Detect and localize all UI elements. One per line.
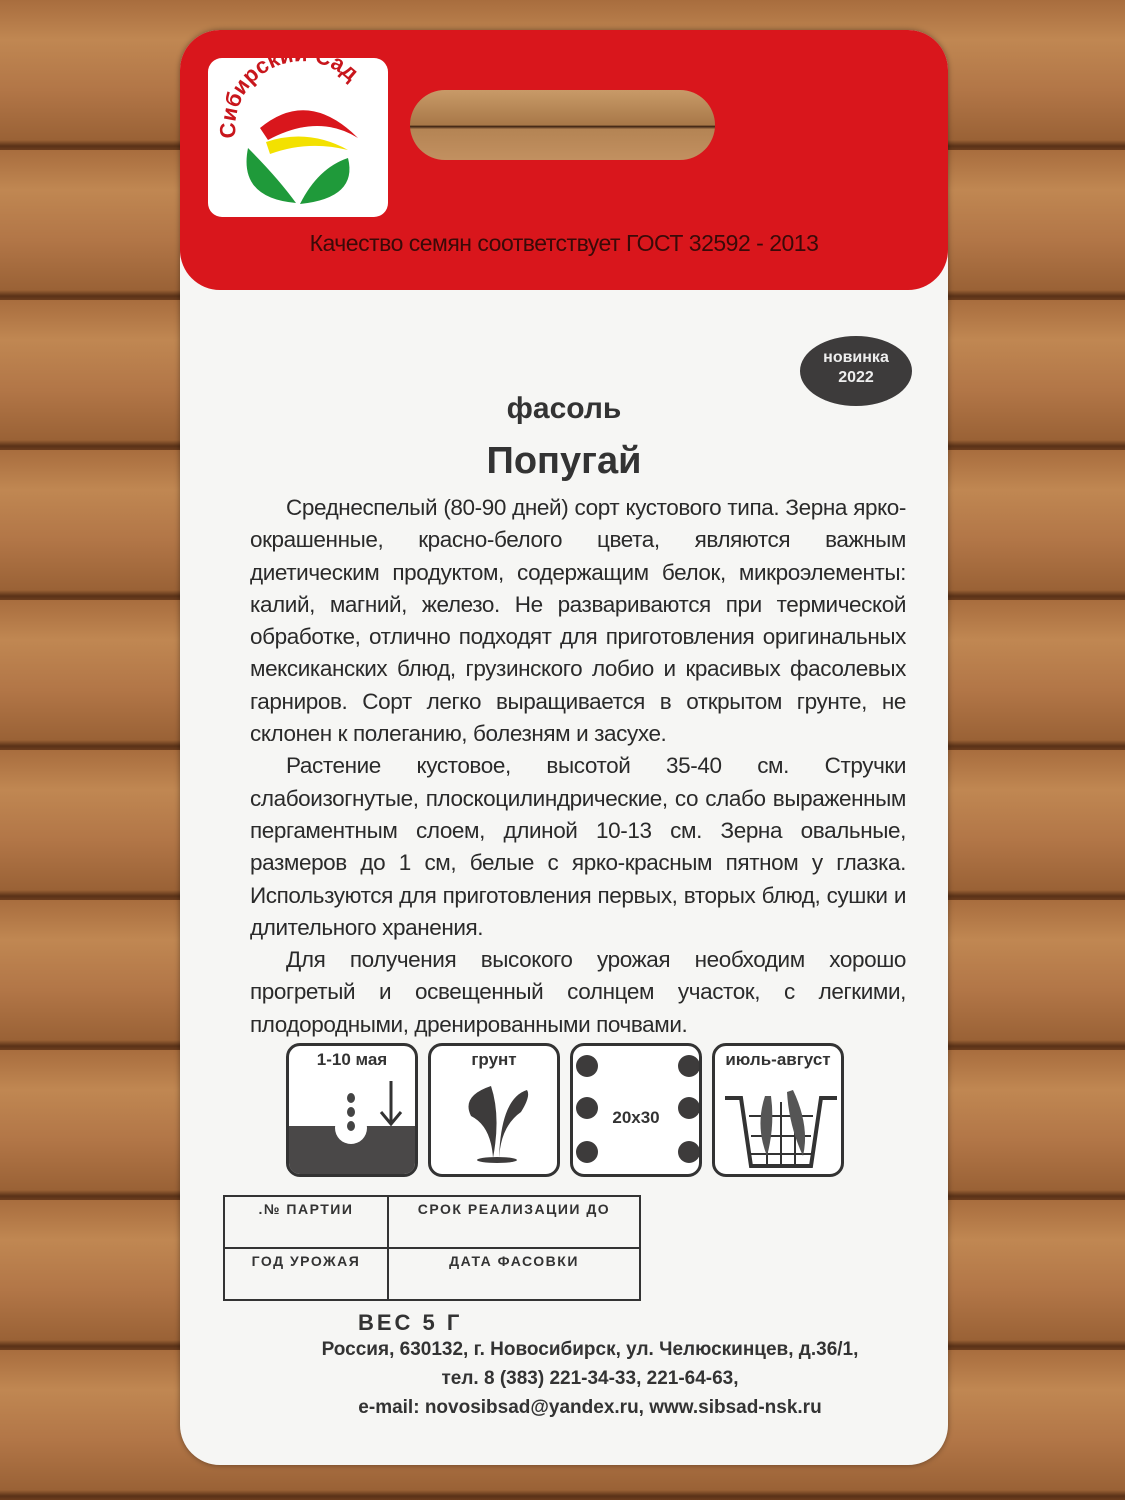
spacing-icon (570, 1043, 702, 1177)
sowing-date: 1-10 мая (316, 1050, 388, 1069)
product-type: фасоль (506, 392, 622, 425)
svg-text:Сибирский Сад: Сибирск ад (215, 58, 364, 139)
description-paragraph: Растение кустовое, высотой 35-40 см. Стручки слабоизогнутые, плоскоцилиндрические, со слабо выраженным пергаментным слоем, длиной 10-13 см. Зерна овальные, размеров до 1 см, белые с ярко-красным пятном у глазка. Используются для приготовления первых, вторых блюд, сушки и длительного хранения. (250, 753, 906, 940)
address (240, 1335, 940, 1422)
address-line: Россия, 630132, г. Новосибирск, ул. Челюскинцев, д.36/1, (321, 1339, 859, 1360)
phone-line: тел. 8 (383) 221-34-33, 221-64-63, (441, 1368, 739, 1389)
description (250, 492, 906, 1041)
description-paragraph: Среднеспелый (80-90 дней) сорт кустового типа. Зерна ярко-окрашенные, красно-белого цвета, являются важным диетическим продуктом, содержащим белок, микроэлементы: калий, магний, железо. Не развариваются при термической обработке, отлично подходят для приготовления оригинальных мексиканских блюд, грузинского лобио и красивых фасолевых гарниров. Сорт легко выращивается в открытом грунте, не склонен к полеганию, болезням и засухе. (250, 495, 906, 747)
brand-logo (208, 58, 388, 217)
pack-date-cell: ДАТА ФАСОВКИ (388, 1248, 640, 1300)
packet-header (180, 30, 948, 290)
batch-number-cell: .№ ПАРТИИ (224, 1196, 388, 1248)
hang-slot (410, 90, 715, 160)
sowing-icon (286, 1043, 418, 1177)
harvest-period: июль-август (725, 1050, 831, 1069)
harvest-icon (712, 1043, 844, 1177)
badge-line2: 2022 (838, 369, 874, 386)
badge-line1: новинка (823, 349, 889, 366)
seed-packet (180, 30, 948, 1465)
ground-icon (428, 1043, 560, 1177)
spacing-label: 20x30 (612, 1108, 660, 1127)
batch-table (223, 1195, 641, 1301)
weight: ВЕС 5 Г (358, 1310, 463, 1335)
harvest-year-cell: ГОД УРОЖАЯ (224, 1248, 388, 1300)
product-name: Попугай (486, 440, 642, 482)
ground-label: грунт (471, 1050, 517, 1069)
gost-text: Качество семян соответствует ГОСТ 32592 - 2013 (309, 230, 819, 256)
description-paragraph: Для получения высокого урожая необходим хорошо прогретый и освещенный солнцем участок, с легкими, плодородными, дренированными почвами. (250, 947, 906, 1037)
expiry-cell: СРОК РЕАЛИЗАЦИИ ДО (388, 1196, 640, 1248)
contact-line: e-mail: novosibsad@yandex.ru, www.sibsad-nsk.ru (358, 1397, 822, 1418)
growing-icons (286, 1043, 844, 1177)
